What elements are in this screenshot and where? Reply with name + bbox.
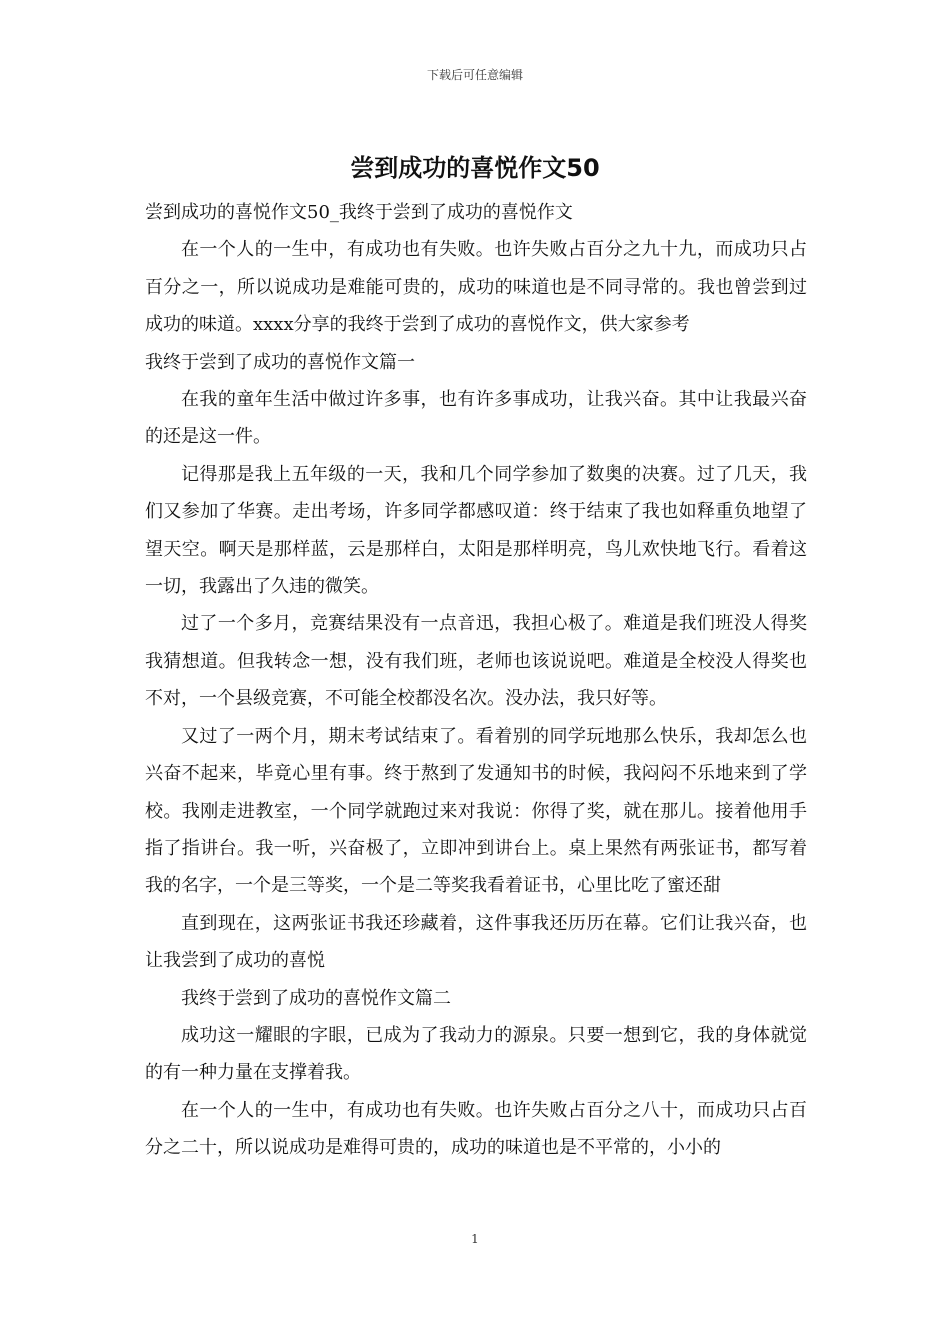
page-number: 1 (471, 1232, 479, 1246)
paragraph: 在一个人的一生中，有成功也有失败。也许失败占百分之八十，而成功只占百分之二十，所以说成功是难得可贵的，成功的味道也是不平常的，小小的 (145, 1099, 807, 1159)
paragraph: 在我的童年生活中做过许多事，也有许多事成功，让我兴奋。其中让我最兴奋的还是这一件。 (145, 389, 807, 448)
paragraph: 成功这一耀眼的字眼，已成为了我动力的源泉。只要一想到它，我的身体就觉的有一种力量在支撑着我。 (145, 1024, 807, 1084)
paragraph: 直到现在，这两张证书我还珍藏着，这件事我还历历在幕。它们让我兴奋，也让我尝到了成功的喜悦 (145, 912, 807, 972)
page-title: 尝到成功的喜悦作文50 (350, 154, 600, 182)
section-heading-2: 我终于尝到了成功的喜悦作文篇二 (181, 987, 451, 1009)
document-body (145, 194, 807, 1167)
paragraph: 过了一个多月，竞赛结果没有一点音迅，我担心极了。难道是我们班没人得奖我猜想道。但我转念一想，没有我们班，老师也该说说吧。难道是全校没人得奖也不对，一个县级竞赛，不可能全校都没名次。没办法，我只好等。 (145, 613, 807, 710)
paragraph: 在一个人的一生中，有成功也有失败。也许失败占百分之九十九，而成功只占百分之一，所以说成功是难能可贵的，成功的味道也是不同寻常的。我也曾尝到过成功的味道。xxxx分享的我终于尝到了成功的喜悦作文，供大家参考 (145, 239, 807, 336)
paragraph: 记得那是我上五年级的一天，我和几个同学参加了数奥的决赛。过了几天，我们又参加了华赛。走出考场，许多同学都感叹道：终于结束了我也如释重负地望了望天空。啊天是那样蓝，云是那样白，太阳是那样明亮，鸟儿欢快地飞行。看着这一切，我露出了久违的微笑。 (145, 463, 807, 598)
header-note: 下载后可任意编辑 (426, 68, 523, 82)
paragraph: 又过了一两个月，期末考试结束了。看着别的同学玩地那么快乐，我却怎么也兴奋不起来，毕竟心里有事。终于熬到了发通知书的时候，我闷闷不乐地来到了学校。我刚走进教室，一个同学就跑过来对我说：你得了奖，就在那儿。接着他用手指了指讲台。我一听，兴奋极了，立即冲到讲台上。桌上果然有两张证书，都写着我的名字，一个是三等奖，一个是二等奖我看着证书，心里比吃了蜜还甜 (145, 725, 807, 897)
section-heading-1: 我终于尝到了成功的喜悦作文篇一 (145, 351, 415, 373)
subtitle-line: 尝到成功的喜悦作文50_我终于尝到了成功的喜悦作文 (145, 202, 573, 223)
